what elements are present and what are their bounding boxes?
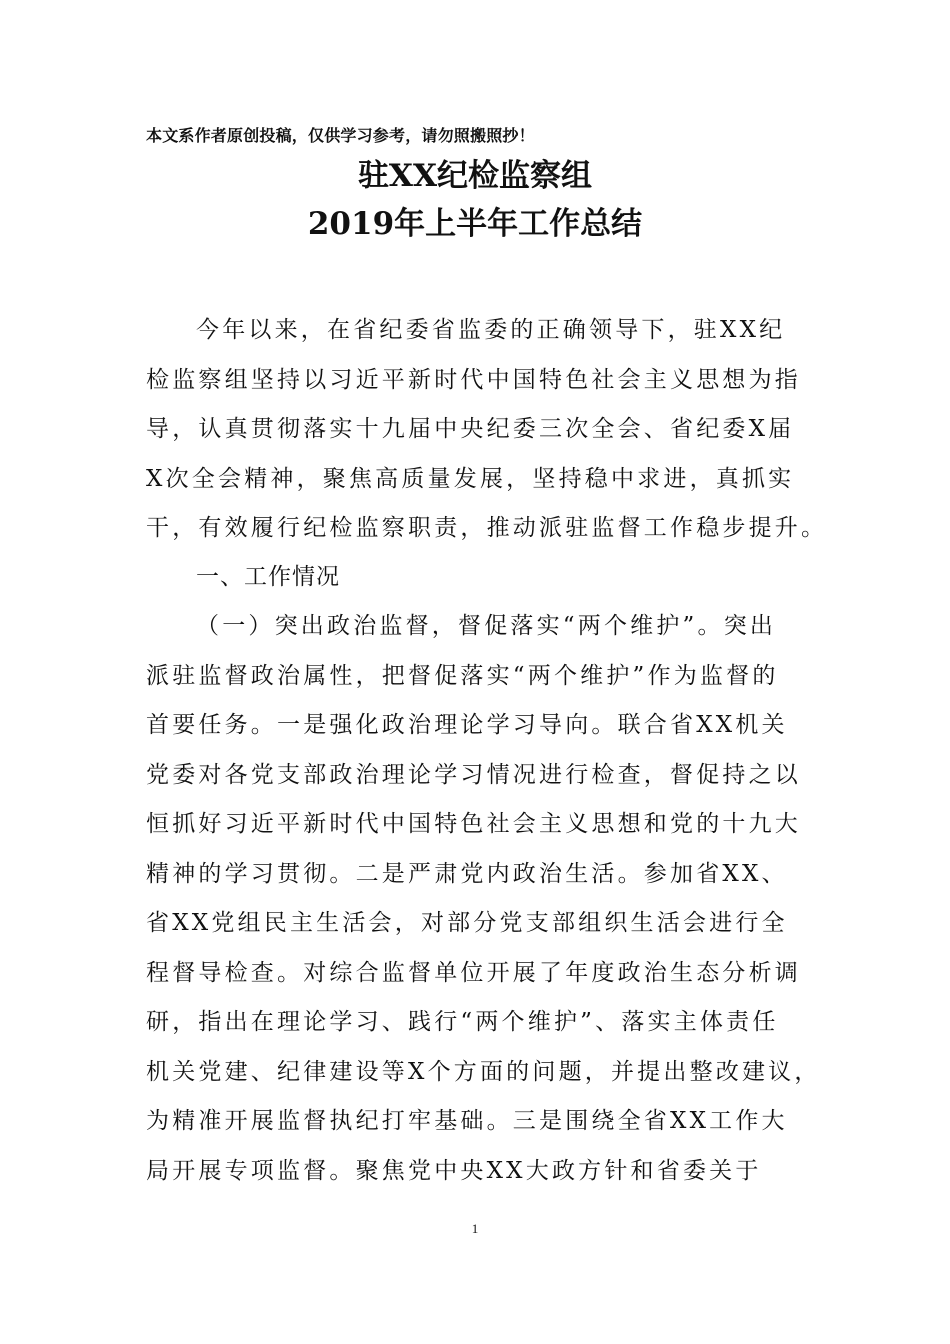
paragraph-line: 机关党建、纪律建设等X个方面的问题，并提出整改建议，: [146, 1058, 821, 1085]
paragraph-line: 干，有效履行纪检监察职责，推动派驻监督工作稳步提升。: [146, 515, 828, 541]
paragraph-line: X次全会精神，聚焦高质量发展，坚持稳中求进，真抓实: [146, 465, 795, 492]
intro-paragraph: [146, 306, 828, 554]
section-heading-block: [146, 553, 806, 603]
page-number: 1: [471, 1221, 479, 1236]
section-paragraph: [146, 602, 821, 1196]
paragraph-line: 检监察组坚持以习近平新时代中国特色社会主义思想为指: [146, 366, 801, 393]
paragraph-line: 首要任务。一是强化政治理论学习导向。联合省XX机关: [146, 712, 788, 738]
paragraph-line: 精神的学习贯彻。二是严肃党内政治生活。参加省XX、: [146, 860, 788, 887]
paragraph-line: 派驻监督政治属性，把督促落实“两个维护”作为监督的: [146, 662, 779, 689]
paragraph-line: 省XX党组民主生活会，对部分党支部组织生活会进行全: [146, 910, 788, 936]
document-title-line-2: 2019年上半年工作总结: [307, 206, 643, 242]
document-title-line-1: 驻XX纪检监察组: [357, 158, 593, 194]
paragraph-line: 程督导检查。对综合监督单位开展了年度政治生态分析调: [146, 959, 801, 986]
paragraph-line: 局开展专项监督。聚焦党中央XX大政方针和省委关于: [146, 1157, 762, 1184]
paragraph-line: 今年以来，在省纪委省监委的正确领导下，驻XX纪: [196, 317, 786, 343]
section-heading: 一、工作情况: [196, 564, 340, 590]
paragraph-line: （一）突出政治监督，督促落实“两个维护”。突出: [196, 613, 777, 639]
paragraph-line: 恒抓好习近平新时代中国特色社会主义思想和党的十九大: [146, 811, 801, 837]
copyright-notice: 本文系作者原创投稿，仅供学习参考，请勿照搬照抄！: [146, 126, 535, 145]
paragraph-line: 导，认真贯彻落实十九届中央纪委三次全会、省纪委X届: [146, 416, 795, 442]
paragraph-line: 党委对各党支部政治理论学习情况进行检查，督促持之以: [146, 761, 801, 788]
paragraph-line: 为精准开展监督执纪打牢基础。三是围绕全省XX工作大: [146, 1108, 788, 1134]
paragraph-line: 研，指出在理论学习、践行“两个维护”、落实主体责任: [146, 1009, 779, 1035]
